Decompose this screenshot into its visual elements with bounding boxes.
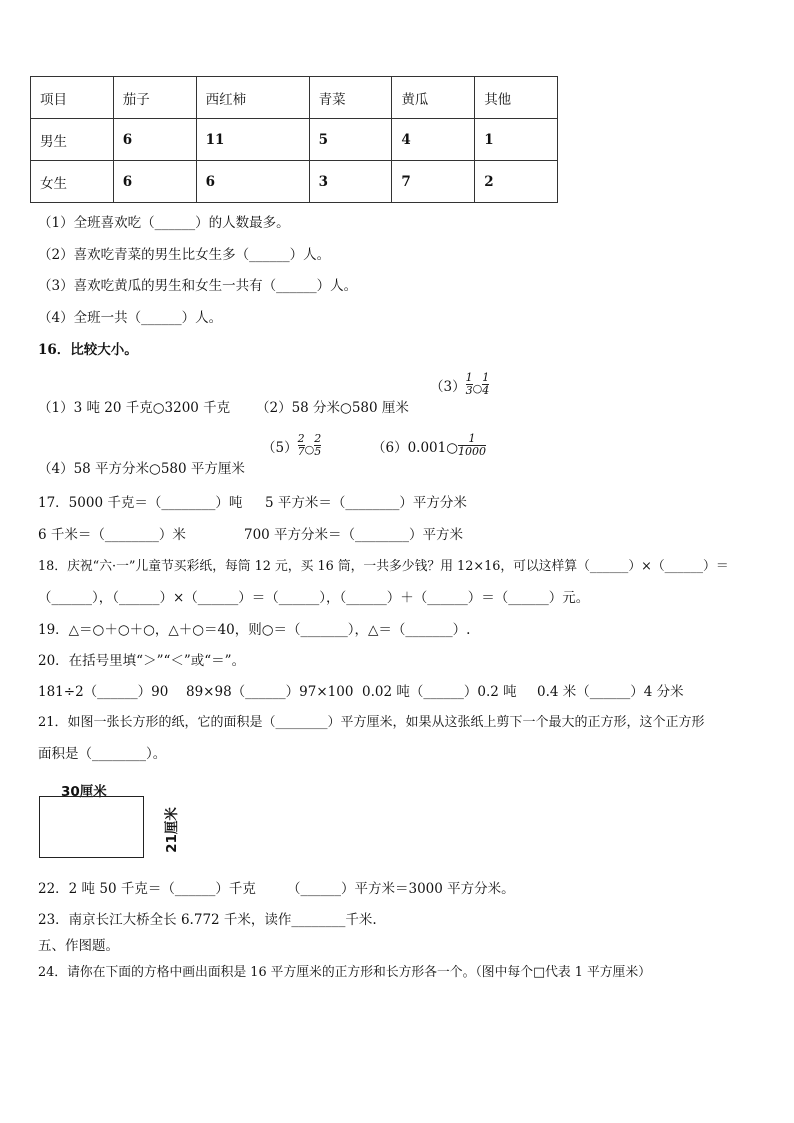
- q16-part6-prefix: （6）0.001○: [372, 440, 459, 456]
- table-cell: 4: [392, 119, 475, 161]
- denominator: 3: [465, 384, 473, 397]
- table-cell: 6: [196, 161, 309, 203]
- q19: 19．△＝○＋○＋○，△＋○＝40，则○＝（_______），△＝（_______）.: [38, 622, 471, 638]
- table-cell: 2: [475, 161, 558, 203]
- table-cell: 6: [113, 161, 196, 203]
- q17-c: 6 千米＝（________）米: [38, 527, 186, 543]
- q16-part4: （4）58 平方分米○580 平方厘米: [38, 461, 245, 477]
- compare-circle: ○: [472, 382, 483, 395]
- denominator: 7: [297, 445, 305, 458]
- table-header-cell: 青菜: [309, 77, 392, 119]
- q16-part5: [262, 433, 321, 458]
- rectangle-figure: [39, 796, 144, 858]
- table-header-cell: 黄瓜: [392, 77, 475, 119]
- q22-b: （______）平方米＝3000 平方分米。: [287, 881, 515, 897]
- table-header-cell: 茄子: [113, 77, 196, 119]
- q23: 23．南京长江大桥全长 6.772 千米，读作________千米.: [38, 912, 377, 928]
- q16-part3-prefix: （3）: [430, 379, 466, 395]
- table-header-cell: 其他: [475, 77, 558, 119]
- fraction-1-1000: [458, 433, 486, 458]
- q17-b: 5 平方米＝（________）平方分米: [265, 495, 467, 511]
- q18-line2: （______），（______）×（______）＝（______），（______）＋（______）＝（______）元。: [38, 590, 590, 606]
- numerator: 2: [314, 432, 322, 445]
- fraction-2-7: [298, 433, 305, 458]
- q18-line1: 18．庆祝“六·一”儿童节买彩纸，每筒 12 元，买 16 筒，一共多少钱？用 12×16，可以这样算（______）×（______）＝: [38, 559, 729, 574]
- table-row: [31, 161, 558, 203]
- fraction-1-4: [482, 372, 489, 397]
- q16-part5-prefix: （5）: [262, 440, 298, 456]
- q15-sub4: （4）全班一共（______）人。: [38, 310, 223, 326]
- table-cell: 11: [196, 119, 309, 161]
- q20-title: 20．在括号里填“＞”“＜”或“＝”。: [38, 653, 246, 669]
- compare-circle: ○: [304, 443, 315, 456]
- table-cell: 1: [475, 119, 558, 161]
- fraction-1-3: [466, 372, 473, 397]
- numerator: 1: [468, 432, 476, 445]
- fraction-2-5: [314, 433, 321, 458]
- q16-part2: （2）58 分米○580 厘米: [256, 400, 409, 416]
- q16-title: 16．比较大小。: [38, 342, 138, 358]
- q20-c: 0.02 吨（______）0.2 吨: [362, 684, 517, 700]
- numerator: 1: [465, 371, 473, 384]
- q15-sub2: （2）喜欢吃青菜的男生比女生多（______）人。: [38, 247, 331, 263]
- table-cell: 6: [113, 119, 196, 161]
- denominator: 4: [482, 384, 490, 397]
- q21-line1: 21．如图一张长方形的纸，它的面积是（________）平方厘米，如果从这张纸上剪下一个最大的正方形，这个正方形: [38, 715, 705, 730]
- table-header-cell: 项目: [31, 77, 114, 119]
- q20-b: 89×98（______）97×100: [186, 684, 354, 700]
- q17-a: 17．5000 千克＝（________）吨: [38, 495, 243, 511]
- survey-table: [30, 76, 558, 203]
- table-cell: 3: [309, 161, 392, 203]
- rect-width-label: 30厘米: [61, 784, 107, 800]
- rect-height-label: 21厘米: [164, 807, 180, 853]
- q24: 24．请你在下面的方格中画出面积是 16 平方厘米的正方形和长方形各一个。（图中每个□代表 1 平方厘米）: [38, 965, 651, 980]
- q22-a: 22．2 吨 50 千克＝（______）千克: [38, 881, 256, 897]
- numerator: 1: [482, 371, 490, 384]
- q21-line2: 面积是（________）。: [38, 746, 167, 762]
- table-cell: 7: [392, 161, 475, 203]
- table-header-row: [31, 77, 558, 119]
- section-heading: 五、作图题。: [38, 938, 119, 954]
- table-header-cell: 西红柿: [196, 77, 309, 119]
- q17-d: 700 平方分米＝（________）平方米: [244, 527, 464, 543]
- q15-sub1: （1）全班喜欢吃（______）的人数最多。: [38, 215, 290, 231]
- numerator: 2: [297, 432, 305, 445]
- q20-a: 181÷2（______）90: [38, 684, 169, 700]
- table-row: [31, 119, 558, 161]
- q16-part1: （1）3 吨 20 千克○3200 千克: [38, 400, 231, 416]
- table-cell: 5: [309, 119, 392, 161]
- denominator: 1000: [458, 445, 487, 458]
- denominator: 5: [314, 445, 322, 458]
- q16-part3: [430, 372, 489, 397]
- row-label: 女生: [31, 161, 114, 203]
- q16-part6: [372, 433, 486, 458]
- row-label: 男生: [31, 119, 114, 161]
- q20-d: 0.4 米（______）4 分米: [537, 684, 684, 700]
- q15-sub3: （3）喜欢吃黄瓜的男生和女生一共有（______）人。: [38, 278, 358, 294]
